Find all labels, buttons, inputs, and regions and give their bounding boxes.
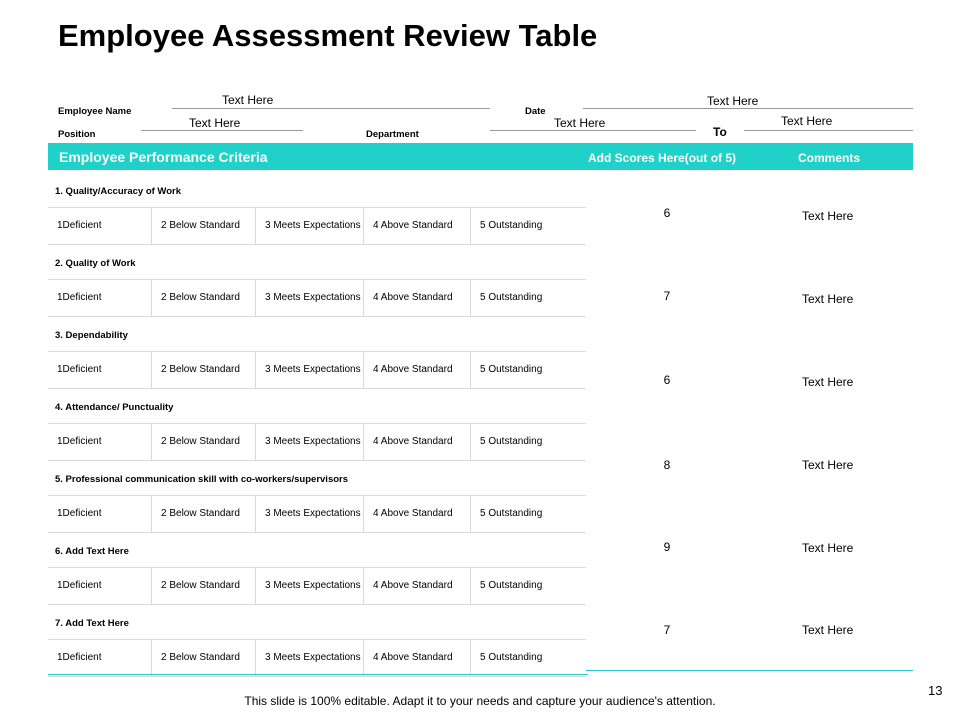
department-value[interactable]: Text Here <box>554 116 606 130</box>
rating-option[interactable]: 5 Outstanding <box>470 640 586 676</box>
comment-text[interactable]: Text Here <box>802 375 854 389</box>
rating-option[interactable]: 1Deficient <box>57 220 102 231</box>
comment-text[interactable]: Text Here <box>802 541 854 555</box>
rating-option[interactable]: 5 Outstanding <box>470 496 586 532</box>
rating-option[interactable]: 5 Outstanding <box>470 208 586 244</box>
criterion-title: 6. Add Text Here <box>55 546 129 557</box>
page-number: 13 <box>928 683 943 698</box>
rating-option[interactable]: 2 Below Standard <box>151 352 255 388</box>
comment-text[interactable]: Text Here <box>802 209 854 223</box>
rating-option[interactable]: 3 Meets Expectations <box>255 640 363 676</box>
score-value[interactable]: 9 <box>663 540 671 554</box>
rating-option[interactable]: 5 Outstanding <box>470 352 586 388</box>
rating-option[interactable]: 5 Outstanding <box>470 568 586 604</box>
rating-option[interactable]: 2 Below Standard <box>151 496 255 532</box>
rating-option[interactable]: 2 Below Standard <box>151 280 255 316</box>
rating-option[interactable]: 1Deficient <box>57 652 102 663</box>
rating-option[interactable]: 4 Above Standard <box>363 280 470 316</box>
rating-option[interactable]: 2 Below Standard <box>151 568 255 604</box>
rating-option[interactable]: 4 Above Standard <box>363 640 470 676</box>
rating-option[interactable]: 1Deficient <box>57 364 102 375</box>
rating-options-row <box>48 279 586 317</box>
scores-bottom-rule <box>586 670 913 671</box>
rating-option[interactable]: 5 Outstanding <box>470 280 586 316</box>
score-value[interactable]: 7 <box>663 623 671 637</box>
criterion-title: 4. Attendance/ Punctuality <box>55 402 174 413</box>
rating-option[interactable]: 3 Meets Expectations <box>255 496 363 532</box>
rating-option[interactable]: 4 Above Standard <box>363 208 470 244</box>
score-value[interactable]: 7 <box>663 289 671 303</box>
rating-option[interactable]: 4 Above Standard <box>363 424 470 460</box>
header-comments: Comments <box>798 151 861 165</box>
rating-option[interactable]: 1Deficient <box>57 292 102 303</box>
header-criteria: Employee Performance Criteria <box>59 149 268 165</box>
rating-option[interactable]: 3 Meets Expectations <box>255 280 363 316</box>
rating-option[interactable]: 2 Below Standard <box>151 640 255 676</box>
rating-option[interactable]: 1Deficient <box>57 580 102 591</box>
date-label: Date <box>525 106 546 117</box>
date-underline <box>583 108 913 109</box>
department-label: Department <box>366 129 419 140</box>
score-value[interactable]: 8 <box>663 458 671 472</box>
to-label: To <box>713 125 727 139</box>
rating-option[interactable]: 1Deficient <box>57 436 102 447</box>
to-value[interactable]: Text Here <box>781 114 833 128</box>
employee-name-value[interactable]: Text Here <box>222 93 274 107</box>
rating-option[interactable]: 2 Below Standard <box>151 424 255 460</box>
page-title: Employee Assessment Review Table <box>58 18 598 53</box>
rating-options-row <box>48 495 586 533</box>
rating-option[interactable]: 5 Outstanding <box>470 424 586 460</box>
department-underline <box>490 130 696 131</box>
date-value[interactable]: Text Here <box>707 94 759 108</box>
rating-option[interactable]: 1Deficient <box>57 508 102 519</box>
criterion-title: 5. Professional communication skill with co-workers/supervisors <box>55 474 349 485</box>
rating-options-row <box>48 423 586 461</box>
position-value[interactable]: Text Here <box>189 116 241 130</box>
rating-option[interactable]: 3 Meets Expectations <box>255 568 363 604</box>
position-label: Position <box>58 129 96 140</box>
employee-name-underline <box>172 108 490 109</box>
rating-option[interactable]: 4 Above Standard <box>363 568 470 604</box>
comment-text[interactable]: Text Here <box>802 458 854 472</box>
score-value[interactable]: 6 <box>663 373 671 387</box>
score-value[interactable]: 6 <box>663 206 671 220</box>
criterion-title: 7. Add Text Here <box>55 618 129 629</box>
criterion-title: 3. Dependability <box>55 330 128 341</box>
rating-options-row <box>48 567 586 605</box>
header-scores: Add Scores Here(out of 5) <box>588 151 737 165</box>
rating-option[interactable]: 2 Below Standard <box>151 208 255 244</box>
position-underline <box>141 130 303 131</box>
comment-text[interactable]: Text Here <box>802 623 854 637</box>
rating-option[interactable]: 4 Above Standard <box>363 496 470 532</box>
rating-option[interactable]: 3 Meets Expectations <box>255 352 363 388</box>
criterion-title: 2. Quality of Work <box>55 258 136 269</box>
rating-options-row <box>48 639 586 677</box>
rating-options-row <box>48 207 586 245</box>
employee-name-label: Employee Name <box>58 106 132 117</box>
rating-option[interactable]: 3 Meets Expectations <box>255 424 363 460</box>
comment-text[interactable]: Text Here <box>802 292 854 306</box>
criterion-title: 1. Quality/Accuracy of Work <box>55 186 182 197</box>
rating-option[interactable]: 4 Above Standard <box>363 352 470 388</box>
to-underline <box>744 130 913 131</box>
table-bottom-rule <box>48 674 588 675</box>
rating-option[interactable]: 3 Meets Expectations <box>255 208 363 244</box>
rating-options-row <box>48 351 586 389</box>
footer-note: This slide is 100% editable. Adapt it to your needs and capture your audience's attention. <box>244 694 716 708</box>
